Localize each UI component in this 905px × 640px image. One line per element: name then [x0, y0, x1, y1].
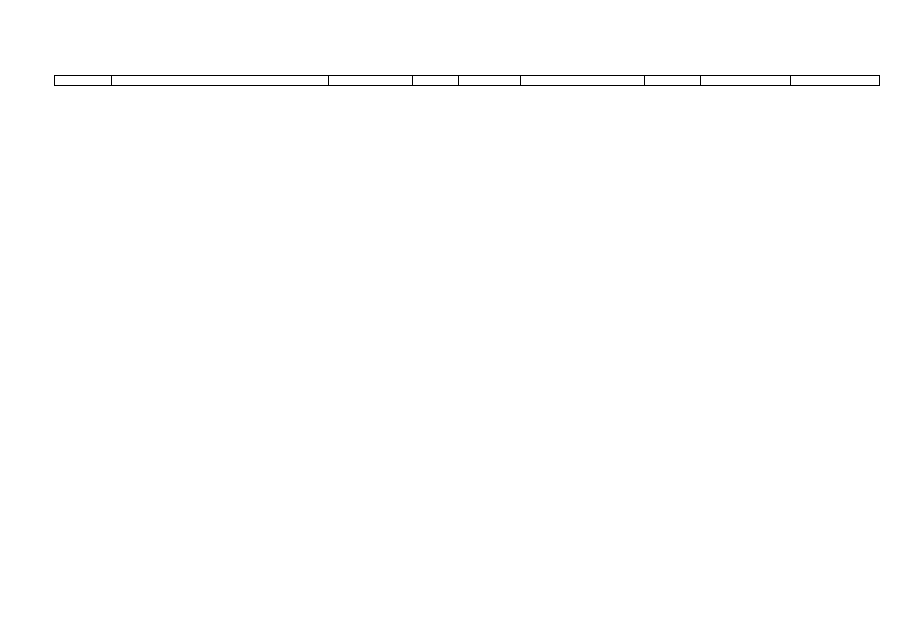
header-cell: [645, 76, 701, 85]
header-cell: [459, 76, 521, 85]
table-header: [54, 75, 880, 86]
header-cell: [329, 76, 413, 85]
header-cell: [413, 76, 459, 85]
header-cell: [521, 76, 645, 85]
header-cell: [701, 76, 791, 85]
header-cell: [112, 76, 329, 85]
header-cell: [55, 76, 112, 85]
header-cell: [791, 76, 879, 85]
